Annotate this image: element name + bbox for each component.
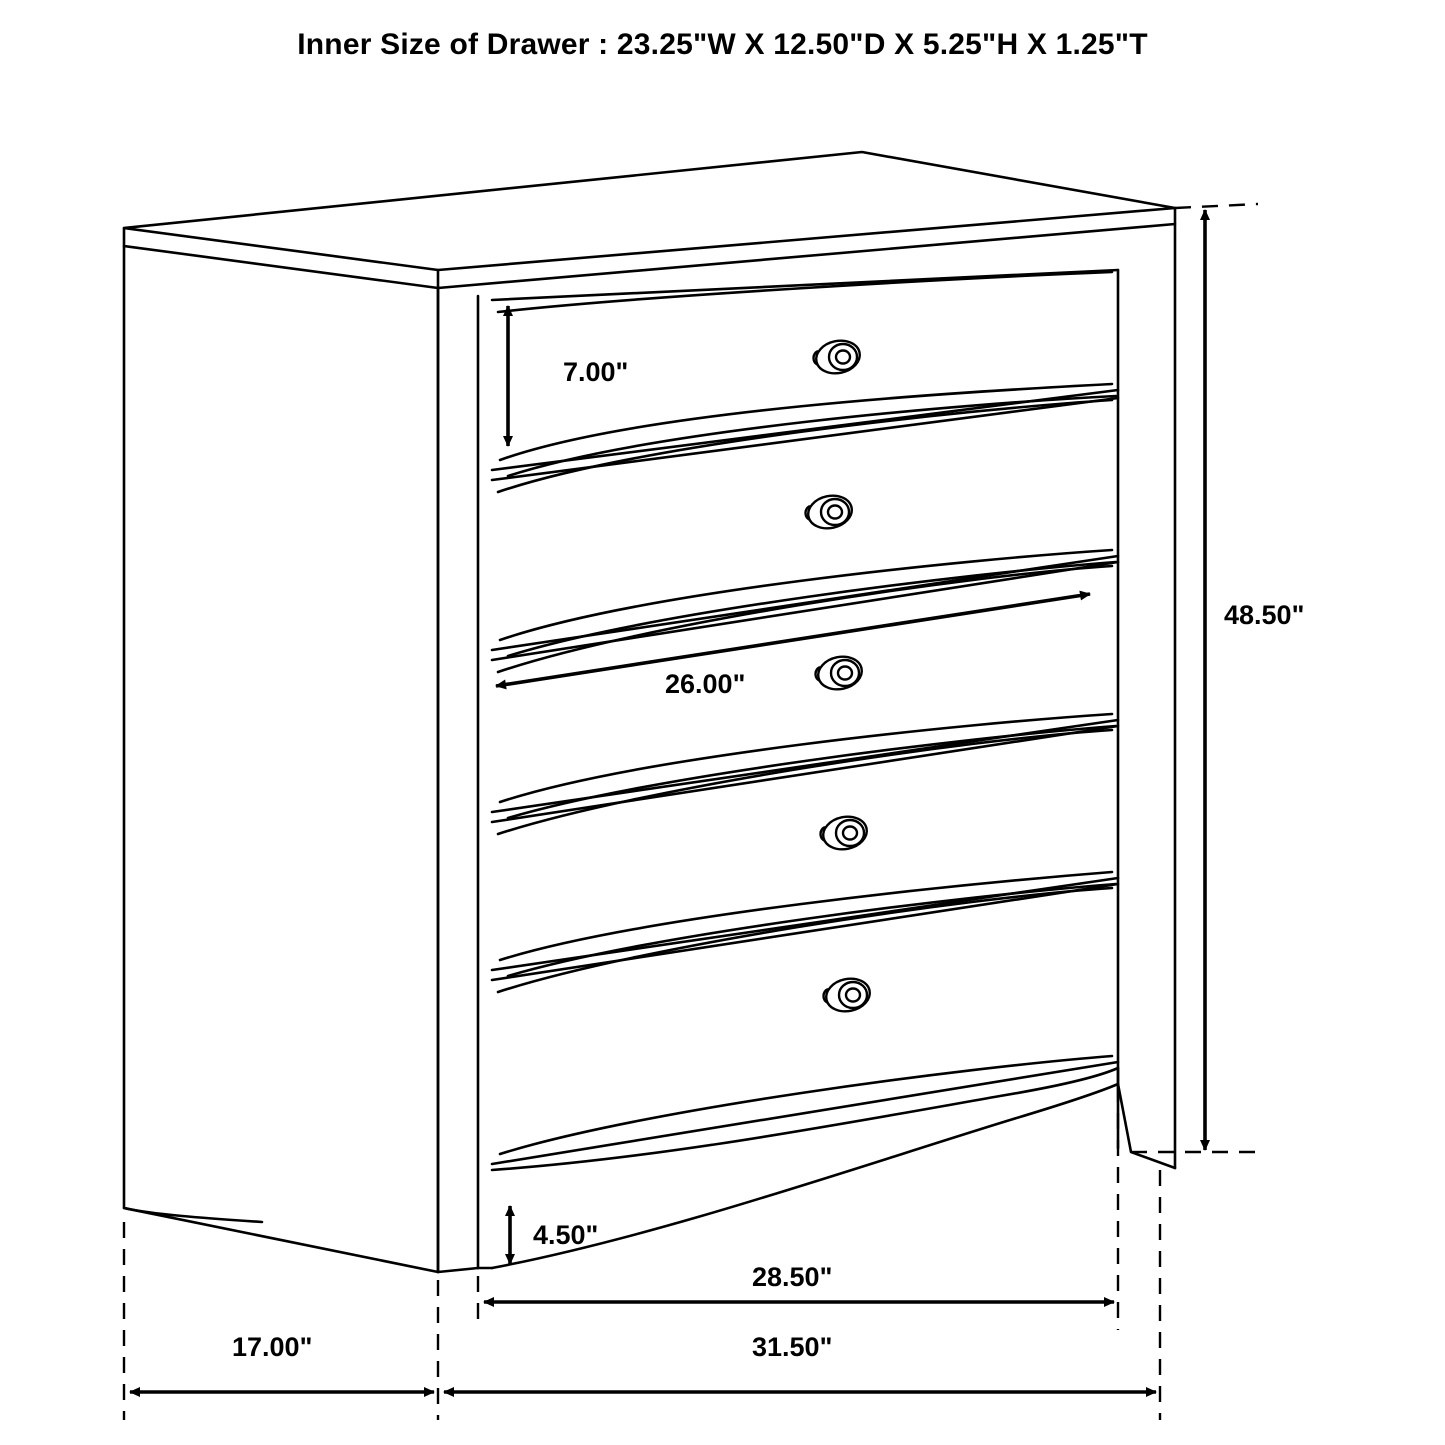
drawer-5-bottom — [492, 1062, 1118, 1164]
dimension-label-depth: 17.00" — [232, 1332, 313, 1362]
drawer-3-top — [492, 562, 1118, 660]
side-bottom-curve — [124, 1208, 262, 1222]
dimension-label-overall-width: 31.50" — [752, 1332, 833, 1362]
drawer-2-curve-a — [500, 550, 1112, 640]
dimension-label-drawer-height: 7.00" — [563, 357, 629, 387]
drawer-1-top-curve — [498, 272, 1112, 312]
knob-drawer-5 — [823, 975, 873, 1015]
base-apron-curve — [492, 1068, 1118, 1170]
dimension-label-drawer-width: 26.00" — [665, 669, 746, 699]
drawer-4-top — [492, 726, 1118, 822]
knob-drawer-1 — [813, 337, 863, 377]
drawer-3-curve-a — [500, 714, 1112, 802]
cabinet-top-edge — [438, 208, 1175, 288]
drawer-2-top-curve — [498, 400, 1112, 492]
cabinet-top-left-edge — [124, 228, 438, 288]
knob-drawer-3 — [815, 653, 865, 693]
drawer-3-top-curve — [498, 566, 1112, 672]
drawer-4-curve-a — [500, 872, 1112, 960]
dimension-label-leg-height: 4.50" — [533, 1220, 599, 1250]
ext-top-right — [1175, 204, 1258, 208]
drawer-5-top — [492, 884, 1118, 980]
cabinet-top-panel — [124, 152, 1175, 270]
dimension-label-front-width: 28.50" — [752, 1262, 833, 1292]
knob-drawer-2 — [805, 492, 855, 532]
knob-drawer-4 — [820, 813, 870, 853]
cabinet-side-panel — [124, 246, 438, 1272]
dimension-label-overall-height: 48.50" — [1224, 600, 1305, 630]
cabinet-body — [124, 152, 1175, 1272]
drawer-4-top-curve — [498, 730, 1112, 834]
right-foot — [1118, 1084, 1175, 1168]
page-title: Inner Size of Drawer : 23.25"W X 12.50"D X 5.25"H X 1.25"T — [297, 28, 1148, 61]
arrow-drawer-width — [496, 594, 1090, 686]
drawer-5-curve-a — [500, 1056, 1112, 1154]
left-foot-bottom — [438, 1268, 478, 1272]
